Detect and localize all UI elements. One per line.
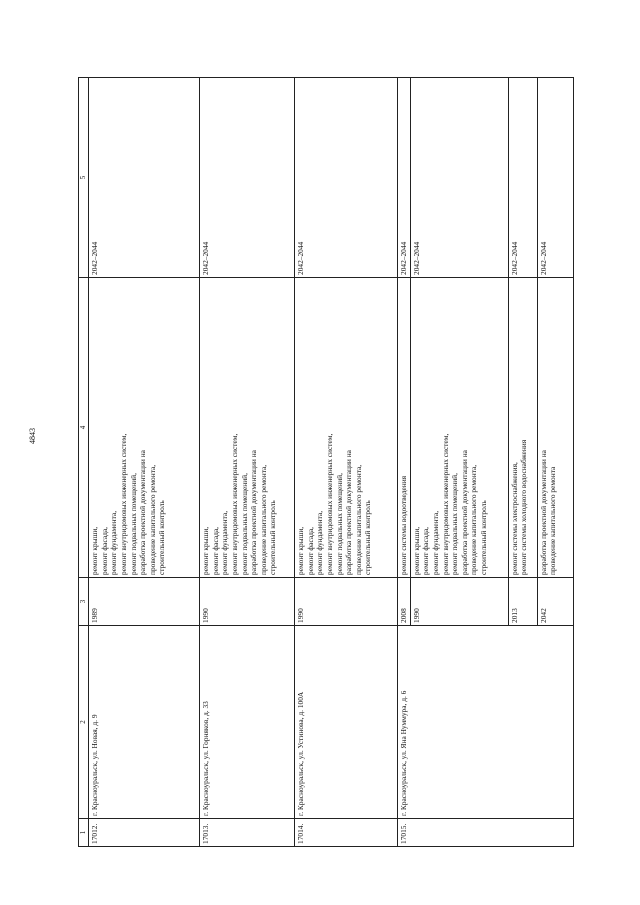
work-item: ремонт внутридомовых инженерных систем, <box>440 433 450 575</box>
work-item: ремонт фундамента, <box>315 510 325 575</box>
work-item: ремонт крыши, <box>201 526 211 575</box>
year-cell: 1990 <box>200 578 295 626</box>
address-cell: г. Красноуральск, ул. Устинова, д. 100А <box>295 626 398 819</box>
work-item: разработка проектной документации на <box>538 450 548 575</box>
work-item: ремонт фундамента, <box>220 510 230 575</box>
works-cell <box>508 278 537 578</box>
work-item: ремонт фундамента, <box>430 510 440 575</box>
work-item: ремонт фасада, <box>305 527 315 575</box>
work-item: ремонт подвальных помещений, <box>450 473 460 575</box>
work-item: ремонт фасада, <box>210 527 220 575</box>
year-cell: 1989 <box>89 578 200 626</box>
column-number-row <box>79 78 89 847</box>
address-cell: г. Красноуральск, ул. Яна Нуммура, д. 6 <box>398 626 574 819</box>
work-item: ремонт внутридомовых инженерных систем, <box>324 433 334 575</box>
period-cell: 2042–2044 <box>89 78 200 278</box>
table-row <box>295 78 398 847</box>
work-item: ремонт подвальных помещений, <box>128 473 138 575</box>
work-item: разработка проектной документации на <box>249 450 259 575</box>
work-item: ремонт фасада, <box>99 527 109 575</box>
period-cell: 2042–2044 <box>537 78 573 278</box>
row-number: 17015. <box>398 819 574 847</box>
table-row <box>89 78 200 847</box>
period-cell: 2042–2044 <box>295 78 398 278</box>
works-cell <box>200 278 295 578</box>
work-item: ремонт крыши, <box>296 526 306 575</box>
work-item: ремонт внутридомовых инженерных систем, <box>118 433 128 575</box>
works-cell <box>537 278 573 578</box>
year-cell: 2008 <box>398 578 411 626</box>
row-number: 17013. <box>200 819 295 847</box>
column-number: 3 <box>79 578 89 626</box>
work-item: ремонт системы водоотведения <box>399 475 409 575</box>
page-number: 4843 <box>28 428 37 444</box>
work-item: ремонт подвальных помещений, <box>239 473 249 575</box>
row-number: 17014. <box>295 819 398 847</box>
period-cell: 2042–2044 <box>508 78 537 278</box>
work-item: строительный контроль <box>268 500 278 575</box>
column-number: 1 <box>79 819 89 847</box>
work-item: ремонт подвальных помещений, <box>334 473 344 575</box>
period-cell: 2042–2044 <box>398 78 411 278</box>
work-item: ремонт системы холодного водоснабжения <box>519 439 529 575</box>
column-number: 5 <box>79 78 89 278</box>
work-item: строительный контроль <box>157 500 167 575</box>
address-cell: г. Красноуральск, ул. Горняков, д. 33 <box>200 626 295 819</box>
work-item: ремонт фасада, <box>421 527 431 575</box>
row-number: 17012. <box>89 819 200 847</box>
year-cell: 2042 <box>537 578 573 626</box>
table-row <box>398 78 411 847</box>
year-cell: 1990 <box>295 578 398 626</box>
work-item: строительный контроль <box>479 500 489 575</box>
work-item: ремонт крыши, <box>90 526 100 575</box>
work-item: разработка проектной документации на <box>344 450 354 575</box>
work-item: проведение капитального ремонта, <box>258 464 268 575</box>
work-item: проведение капитального ремонта, <box>147 464 157 575</box>
column-number: 4 <box>79 278 89 578</box>
works-cell <box>89 278 200 578</box>
period-cell: 2042–2044 <box>200 78 295 278</box>
register-sheet <box>78 77 566 847</box>
year-cell: 2013 <box>508 578 537 626</box>
work-item: разработка проектной документации на <box>459 450 469 575</box>
work-item: проведение капитального ремонта, <box>469 464 479 575</box>
table-row <box>200 78 295 847</box>
year-cell: 1990 <box>410 578 508 626</box>
address-cell: г. Красноуральск, ул. Новая, д. 9 <box>89 626 200 819</box>
capital-repair-table <box>78 77 574 847</box>
works-cell <box>398 278 411 578</box>
works-cell <box>410 278 508 578</box>
work-item: проведение капитального ремонта <box>548 466 558 575</box>
works-cell <box>295 278 398 578</box>
work-item: ремонт крыши, <box>411 526 421 575</box>
period-cell: 2042–2044 <box>410 78 508 278</box>
work-item: разработка проектной документации на <box>138 450 148 575</box>
column-number: 2 <box>79 626 89 819</box>
work-item: ремонт внутридомовых инженерных систем, <box>229 433 239 575</box>
work-item: проведение капитального ремонта, <box>353 464 363 575</box>
work-item: строительный контроль <box>363 500 373 575</box>
work-item: ремонт системы электроснабжения, <box>509 462 519 575</box>
work-item: ремонт фундамента, <box>109 510 119 575</box>
